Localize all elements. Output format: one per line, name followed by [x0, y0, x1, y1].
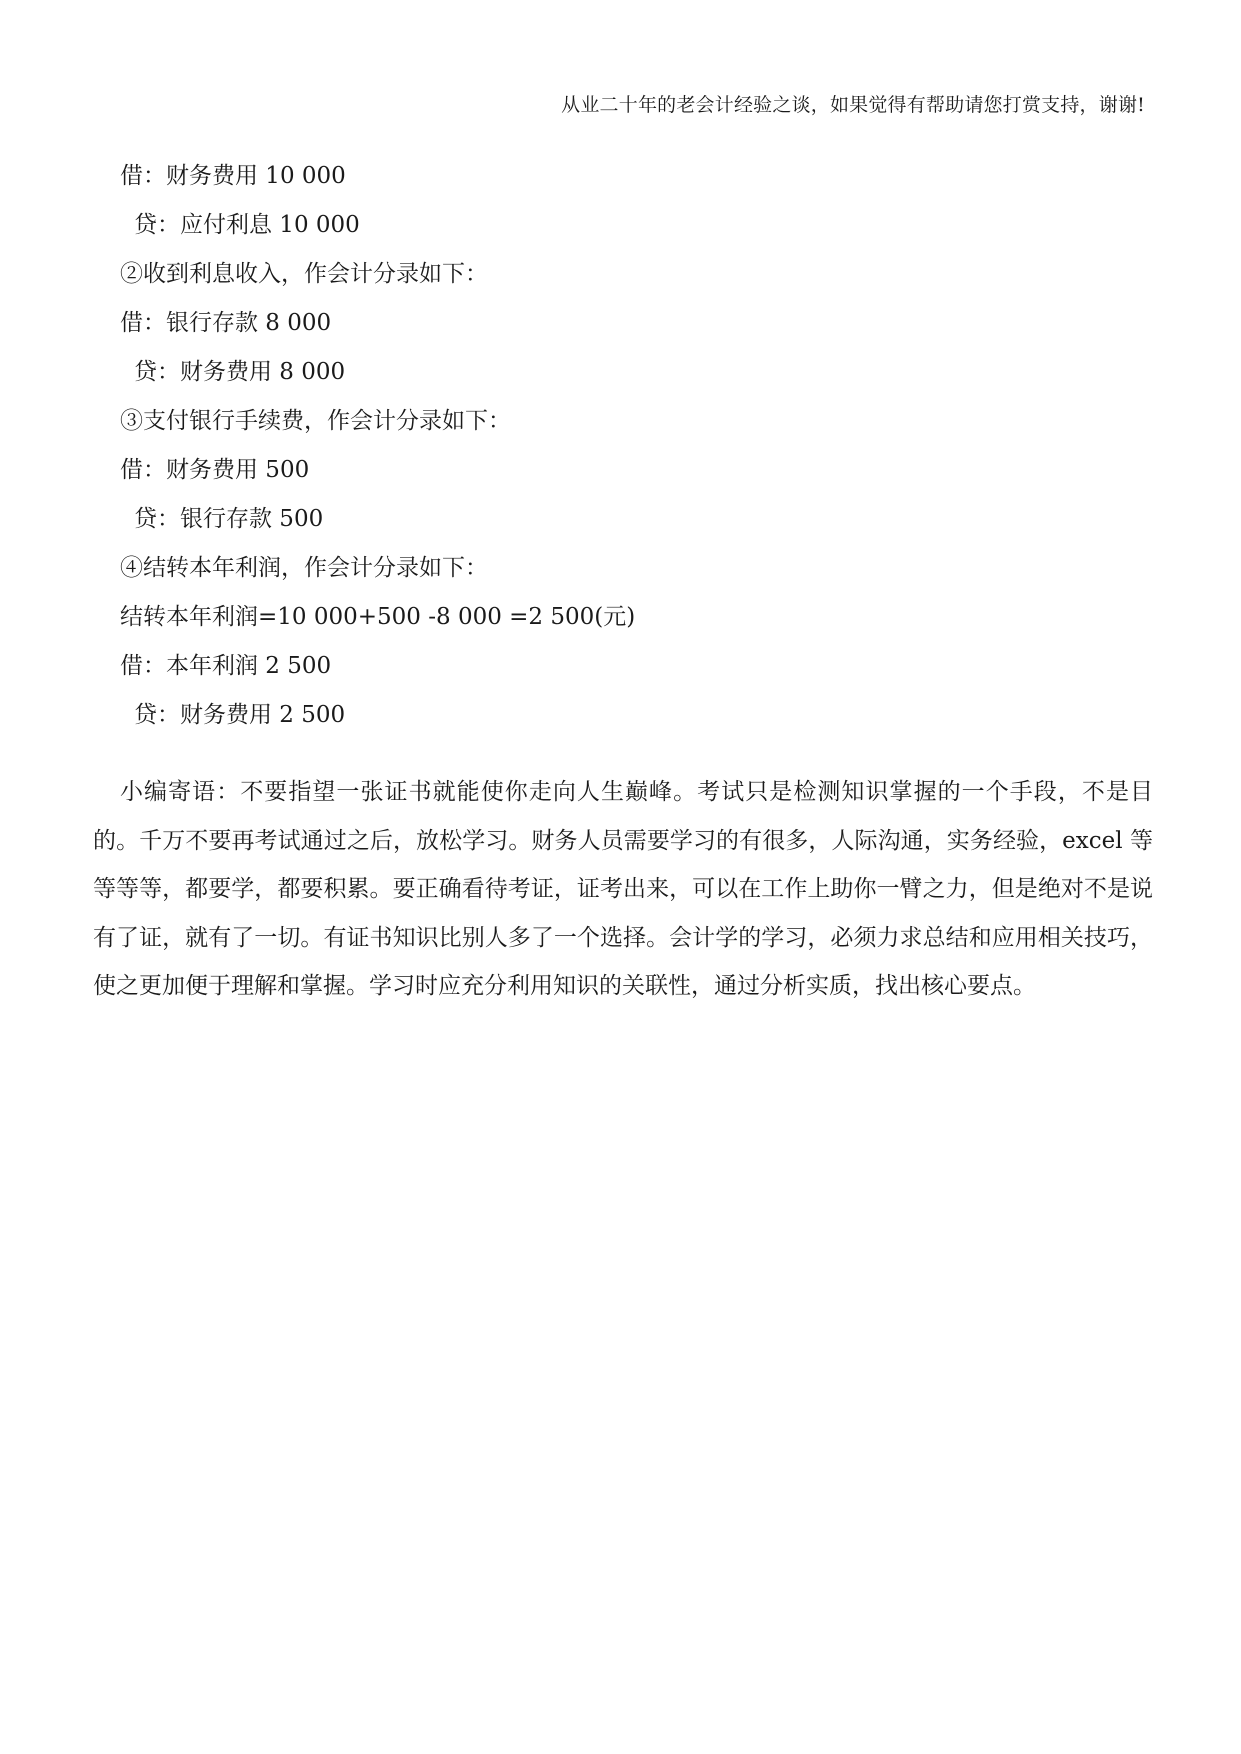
profit-calculation: 结转本年利润=10 000+500 -8 000 =2 500(元) [120, 604, 636, 630]
step-heading-bank-fee: ③支付银行手续费，作会计分录如下： [120, 408, 511, 434]
step-heading-profit-transfer: ④结转本年利润，作会计分录如下： [120, 555, 488, 581]
entry-credit-finance-expense: 贷：财务费用 8 000 [134, 359, 346, 385]
header-note: 从业二十年的老会计经验之谈，如果觉得有帮助请您打赏支持，谢谢! [561, 94, 1145, 116]
step-heading-interest-income: ②收到利息收入，作会计分录如下： [120, 261, 488, 287]
entry-debit-finance-expense-fee: 借：财务费用 500 [120, 457, 310, 483]
entry-credit-bank-deposit: 贷：银行存款 500 [134, 506, 324, 532]
entry-debit-bank-deposit: 借：银行存款 8 000 [120, 310, 332, 336]
entry-debit-finance-expense: 借：财务费用 10 000 [120, 163, 346, 189]
journal-entries [120, 152, 1140, 740]
entry-debit-current-year-profit: 借：本年利润 2 500 [120, 653, 332, 679]
entry-credit-finance-expense-transfer: 贷：财务费用 2 500 [134, 702, 346, 728]
entry-credit-interest-payable: 贷：应付利息 10 000 [134, 212, 360, 238]
editor-closing-note: 小编寄语：不要指望一张证书就能使你走向人生巅峰。考试只是检测知识掌握的一个手段，不是目的。千万不要再考试通过之后，放松学习。财务人员需要学习的有很多，人际沟通，实务经验，excel 等等等等，都要学，都要积累。要正确看待考证，证考出来，可以在工作上助你一臂之力，但是绝对不是说有了证，就有了一切。有证书知识比别人多了一个选择。会计学的学习，必须力求总结和应用相关技巧，使之更加便于理解和掌握。学习时应充分利用知识的关联性，通过分析实质，找出核心要点。 [93, 779, 1153, 999]
